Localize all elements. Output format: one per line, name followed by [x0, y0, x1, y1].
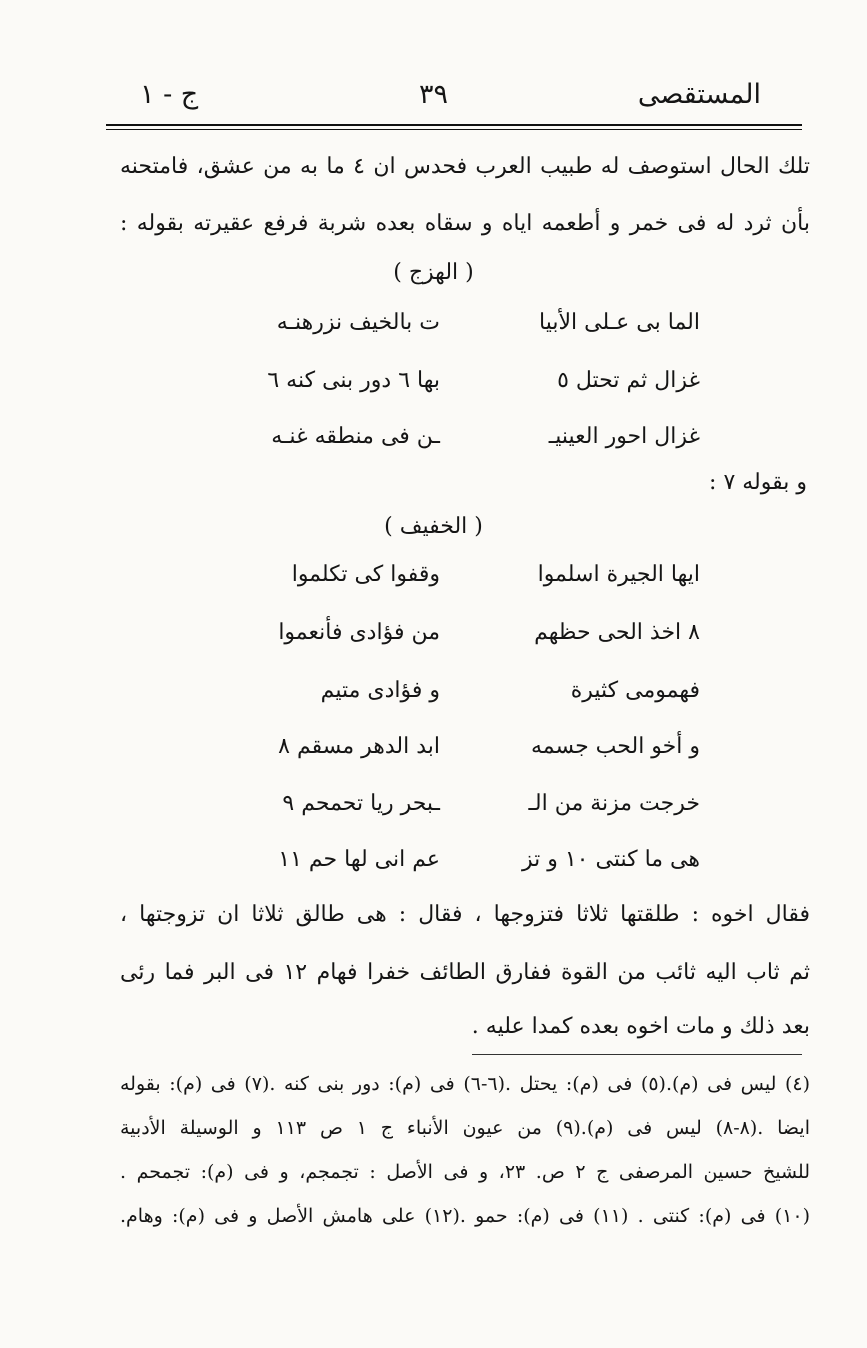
- verse-second-hemistich: ـبحر ريا تحمحم ٩: [282, 791, 440, 816]
- verse-first-hemistich: خرجت مزنة من الـ: [528, 791, 700, 816]
- verse-first-hemistich: غزال احور العينيـ: [548, 424, 700, 449]
- verse-second-hemistich: و فؤادى متيم: [320, 678, 440, 703]
- verse-second-hemistich: ـن فى منطقه غنـه: [271, 424, 440, 449]
- poem1-meter: ( الهزج ): [393, 260, 474, 285]
- verse-first-hemistich: غزال ثم تحتل ٥: [557, 368, 700, 393]
- header-rule: [106, 124, 802, 126]
- intro-line: تلك الحال استوصف له طبيب العرب فحدس ان ٤ ما به من عشق، فامتحنه: [120, 154, 811, 179]
- verse-second-hemistich: ابد الدهر مسقم ٨: [278, 734, 440, 759]
- footnote-line: ايضا .(٨-٨) ليس فى (م).(٩) من عيون الأنباء ج ١ ص ١١٣ و الوسيلة الأدبية: [120, 1117, 810, 1139]
- intro-line: بأن ثرد له فى خمر و أطعمه اياه و سقاه بعده شربة فرفع عقيرته بقوله :: [120, 211, 810, 236]
- footnote-line: (١٠) فى (م): كنتى . (١١) فى (م): حمو .(١٢) على هامش الأصل و فى (م): وهام.: [120, 1205, 810, 1227]
- verse-second-hemistich: ت بالخيف نزرهنـه: [276, 310, 440, 335]
- poem2-meter: ( الخفيف ): [384, 514, 483, 539]
- verse-first-hemistich: الما بى عـلى الأبيا: [539, 310, 700, 335]
- footnote-line: للشيخ حسين المرصفى ج ٢ ص. ٢٣، و فى الأصل : تجمجم، و فى (م): تجمحم .: [120, 1161, 811, 1183]
- verse-first-hemistich: هى ما كنتى ١٠ و تز: [521, 847, 700, 872]
- book-title: المستقصى: [637, 79, 761, 110]
- closing-line: بعد ذلك و مات اخوه بعده كمدا عليه .: [471, 1014, 810, 1039]
- closing-line: فقال اخوه : طلقتها ثلاثا فتزوجها ، فقال : هى طالق ثلاثا ان تزوجتها ،: [120, 902, 810, 927]
- verse-first-hemistich: ايها الجيرة اسلموا: [537, 562, 700, 587]
- header-rule-thin: [106, 129, 802, 130]
- verse-first-hemistich: و أخو الحب جسمه: [530, 734, 700, 759]
- closing-line: ثم ثاب اليه ثائب من القوة ففارق الطائف خفرا فهام ١٢ فى البر فما رئى: [120, 960, 810, 985]
- page-number: ٣٩: [418, 79, 448, 110]
- verse-second-hemistich: بها ٦ دور بنى كنه ٦: [267, 368, 440, 393]
- volume-number: ج - ١: [140, 79, 199, 110]
- verse-second-hemistich: عم انى لها حم ١١: [278, 847, 440, 872]
- verse-first-hemistich: ٨ اخذ الحى حظهم: [534, 620, 700, 645]
- footnote-rule: [472, 1054, 802, 1055]
- verse-second-hemistich: من فؤادى فأنعموا: [278, 620, 440, 645]
- poem2-intro: و بقوله ٧ :: [709, 470, 807, 495]
- verse-first-hemistich: فهمومى كثيرة: [570, 678, 700, 703]
- verse-second-hemistich: وقفوا كى تكلموا: [291, 562, 440, 587]
- footnote-line: (٤) ليس فى (م).(٥) فى (م): يحتل .(٦-٦) فى (م): دور بنى كنه .(٧) فى (م): بقوله: [120, 1073, 811, 1095]
